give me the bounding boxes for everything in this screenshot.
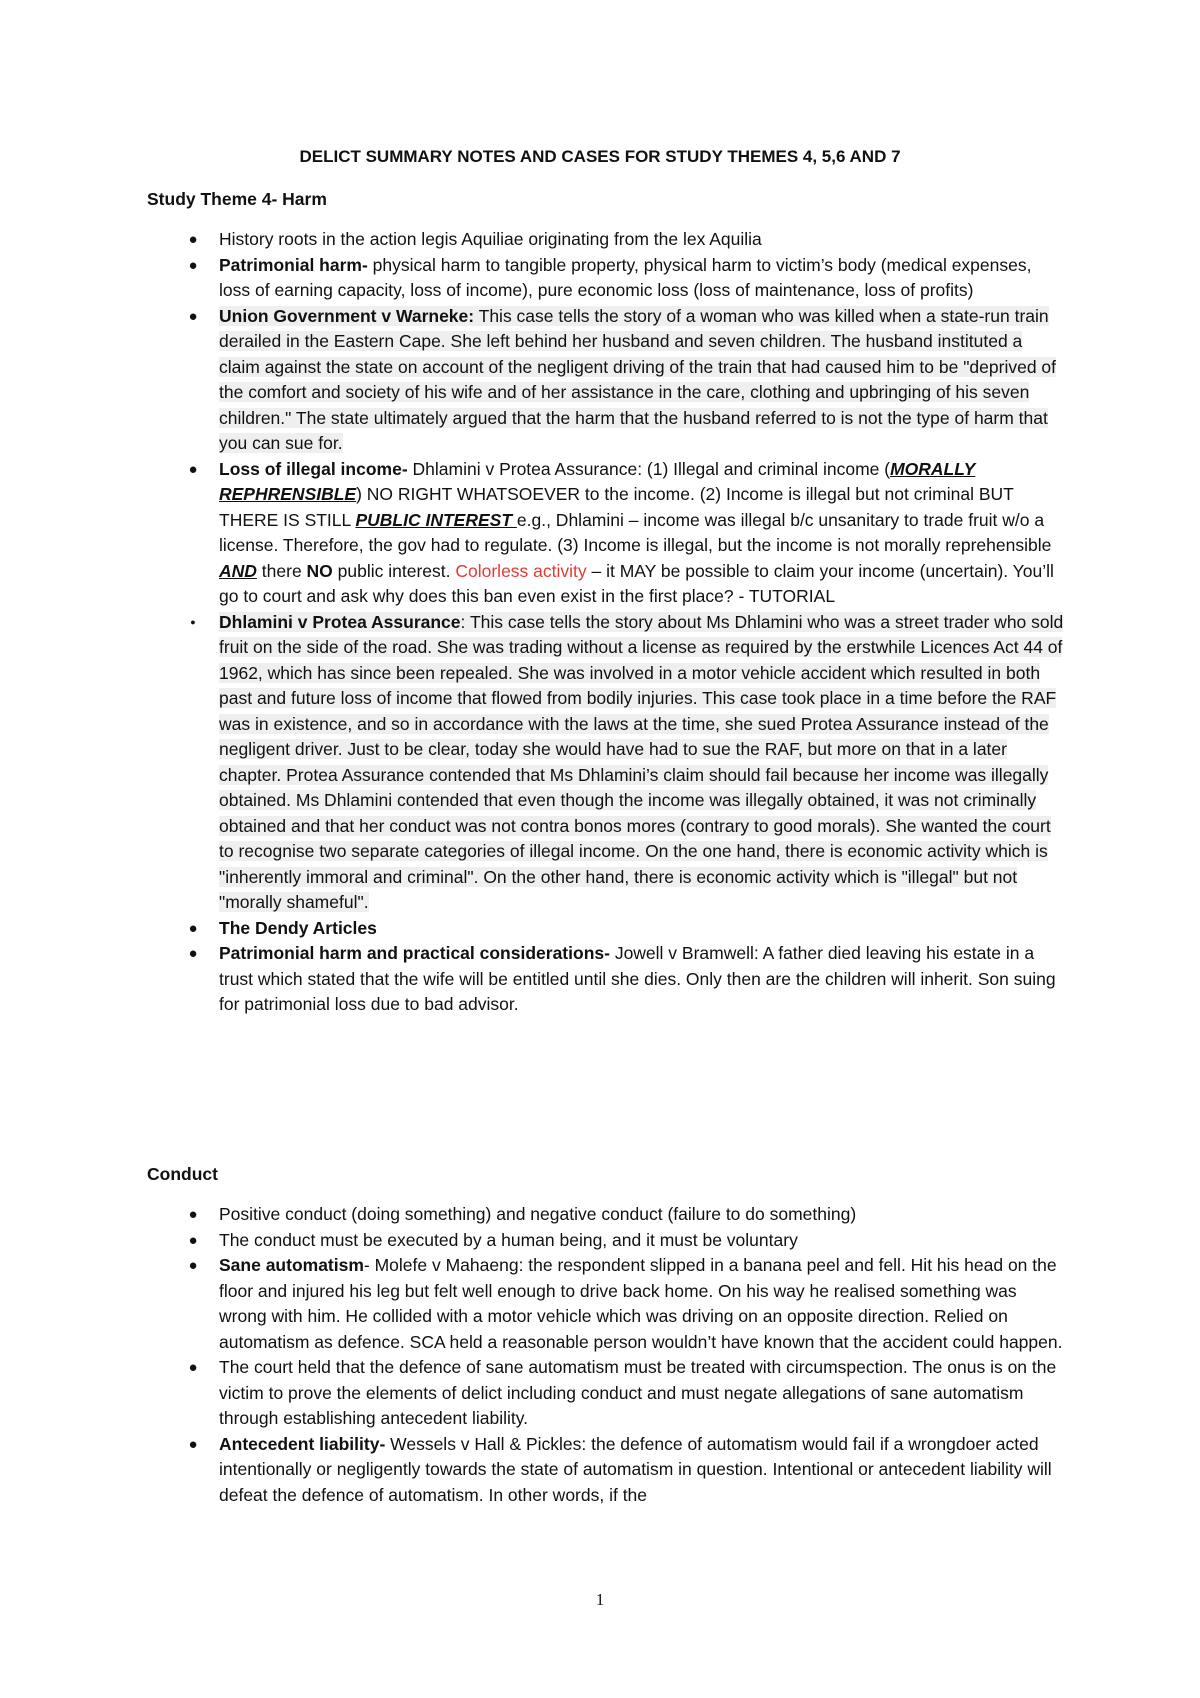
list-item-text: physical harm to tangible property, physical harm to victim’s body (medical expenses, loss of earning capacity, loss of income), pure economic loss (loss of maintenance, loss of profits) [219, 254, 1032, 300]
bullet-icon: ● [188, 1435, 198, 1453]
list-item [147, 1202, 1067, 1228]
list-item-text: Positive conduct (doing something) and negative conduct (failure to do something) [219, 1204, 857, 1224]
bullet-icon: ● [188, 1359, 198, 1376]
case-name: Dhlamini v Protea Assurance [219, 611, 461, 632]
bullet-icon: ● [188, 1206, 198, 1223]
text-fragment: – it MAY be possible to claim your income (uncertain). You’ll go to court and ask why does this ban even exist in the first place? - TUTORIAL [219, 560, 1054, 606]
text-fragment: ) NO RIGHT WHATSOEVER to the income. (2) Income is illegal but not criminal BUT THERE IS STILL [219, 484, 1014, 530]
bullet-icon: ● [190, 616, 196, 627]
case-text: This case tells the story of a woman who was killed when a state-run train derailed in the Eastern Cape. She left behind her husband and seven children. The husband instituted a claim against the state on account of the negligent driving of the train that had caused him to be "deprived of the comfort and society of his wife and of her assistance in the care, clothing and upbringing of his seven children." The state ultimately argued that the harm that the husband referred to is not the type of harm that you can sue for. [219, 305, 1057, 453]
list-item [147, 304, 1067, 457]
list-item-bold-lead: Loss of illegal income- [219, 458, 408, 479]
harm-bullet-list [147, 227, 1067, 1018]
highlighted-case-summary [219, 306, 1056, 454]
list-item [147, 1228, 1067, 1254]
bullet-icon: ● [188, 256, 198, 274]
list-item-bold-lead: Patrimonial harm- [219, 254, 368, 275]
list-item-text: The conduct must be executed by a human being, and it must be voluntary [219, 1229, 798, 1250]
case-text: : This case tells the story about Ms Dhlamini who was a street trader who sold fruit on the side of the road. She was trading without a license as required by the erstwhile Licences Act 44 of 1962, which has since been repealed. She was involved in a motor vehicle accident which resulted in both past and future loss of income that flowed from bodily injuries. This case took place in a time before the RAF was in existence, and so in accordance with the laws at the time, she sued Protea Assurance instead of the negligent driver. Just to be clear, today she would have had to sue the RAF, but more on that in a later chapter. Protea Assurance contended that Ms Dhlamini’s claim should fail because her income was illegally obtained. Ms Dhlamini contended that even though the income was illegally obtained, it was not criminally obtained and that her conduct was not contra bonos mores (contrary to good morals). She wanted the court to recognise two separate categories of illegal income. On the one hand, there is economic activity which is "inherently immoral and criminal". On the other hand, there is economic activity which is "illegal" but not "morally shameful". [219, 611, 1064, 912]
highlighted-case-summary [219, 612, 1063, 913]
bullet-icon: ● [188, 231, 198, 248]
bullet-icon: ● [188, 307, 198, 325]
list-item [147, 1432, 1067, 1509]
emphasis-public-interest: PUBLIC INTEREST [355, 509, 517, 530]
list-item [147, 227, 1067, 253]
list-item-bold-lead: The Dendy Articles [219, 917, 377, 938]
list-item [147, 1253, 1067, 1355]
text-fragment: there [256, 560, 307, 581]
text-fragment: public interest. [332, 560, 456, 581]
bullet-icon: ● [188, 1257, 198, 1274]
list-item-bold-lead: Antecedent liability- [219, 1433, 386, 1454]
document-title: DELICT SUMMARY NOTES AND CASES FOR STUDY THEMES 4, 5,6 AND 7 [299, 147, 901, 166]
list-item-bold-lead: Sane automatism [219, 1255, 364, 1275]
list-item-text: The court held that the defence of sane automatism must be treated with circumspection. The onus is on the victim to prove the elements of delict including conduct and must negate allegations of sane automatism through establishing antecedent liability. [219, 1357, 1057, 1428]
list-item [147, 457, 1067, 610]
text-fragment: e.g., Dhlamini – income was illegal b/c unsanitary to trade fruit w/o a license. Therefore, the gov had to regulate. (3) Income is illegal, but the income is not morally reprehensible [219, 509, 1052, 555]
list-item [147, 916, 1067, 942]
page-number: 1 [595, 1590, 605, 1609]
list-item [147, 941, 1067, 1018]
section-heading-conduct: Conduct [147, 1164, 218, 1184]
list-item-bold-lead: Patrimonial harm and practical considerations- [219, 943, 610, 963]
emphasis-no: NO [306, 560, 333, 581]
bullet-icon: ● [188, 460, 198, 478]
list-item [147, 1355, 1067, 1432]
emphasis-and: AND [219, 560, 257, 581]
bullet-icon: ● [188, 919, 198, 937]
bullet-icon: ● [188, 1231, 198, 1249]
colorless-activity-label: Colorless activity [455, 560, 587, 581]
case-name: Union Government v Warneke: [219, 305, 475, 326]
emphasis-morally-rephrensible: MORALLY REPHRENSIBLE [219, 458, 976, 504]
list-item-text: Jowell v Bramwell: A father died leaving his estate in a trust which stated that the wife will be entitled until she dies. Only then are the children will inherit. Son suing for patrimonial loss due to bad advisor. [219, 943, 1056, 1014]
list-item-text: History roots in the action legis Aquiliae originating from the lex Aquilia [219, 229, 762, 249]
conduct-bullet-list [147, 1202, 1067, 1508]
section-heading-harm: Study Theme 4- Harm [147, 189, 327, 209]
list-item-text: - Molefe v Mahaeng: the respondent slipped in a banana peel and fell. Hit his head on the floor and injured his leg but felt well enough to drive back home. On his way he realised something was wrong with him. He collided with a motor vehicle which was driving on an opposite direction. Relied on automatism as defence. SCA held a reasonable person wouldn’t have known that the accident could happen. [219, 1255, 1063, 1352]
bullet-icon: ● [188, 945, 198, 962]
text-fragment: Dhlamini v Protea Assurance: (1) Illegal and criminal income ( [407, 458, 891, 479]
list-item [147, 610, 1067, 916]
list-item-text: Wessels v Hall & Pickles: the defence of automatism would fail if a wrongdoer acted intentionally or negligently towards the state of automatism in question. Intentional or antecedent liability will defeat the defence of automatism. In other words, if the [219, 1433, 1052, 1505]
list-item [147, 253, 1067, 304]
